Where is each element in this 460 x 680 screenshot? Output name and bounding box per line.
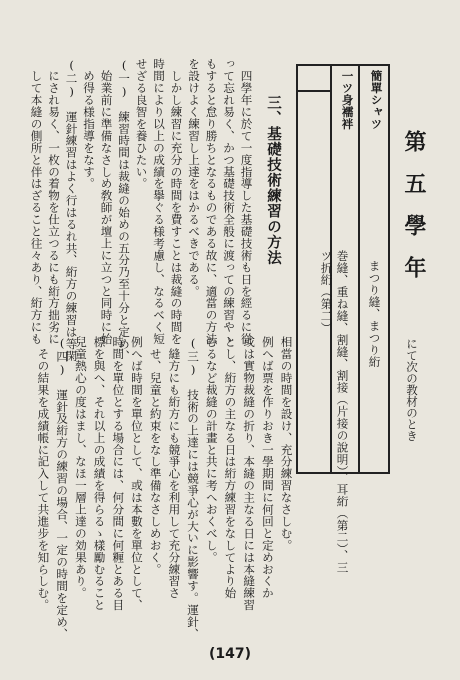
table-item-detail: ツ折絎（第二） — [319, 250, 334, 334]
body-line: 相當の時間を設け、充分練習なさしむ。 — [279, 336, 294, 552]
body-line: (三) 技術の上達には競爭心が大いに影響す。運針、 — [186, 336, 201, 640]
body-line: せざる良智を養ひたい。 — [134, 58, 149, 190]
body-line: その結果を成績帳に記入して共進步を知らしむ。 — [36, 336, 51, 611]
section-heading: 三、基礎技術練習の方法 — [265, 95, 282, 266]
body-line: 例へば票を作りおき一學期間に何回と定めおくか — [260, 336, 275, 599]
table-item: 簡單シャツ — [369, 70, 384, 130]
body-line: 縫方にも絎方にも競爭心を利用して充分練習さ — [167, 336, 182, 599]
table-row-divider — [298, 90, 330, 92]
body-line: って忘れ易く、かつ基礎技術全般に渡っての練習やゝ — [222, 58, 237, 345]
page-subtitle: にて次の教材のとき — [405, 338, 419, 442]
table-item: 一ツ身襦袢 — [340, 70, 355, 130]
body-line: もすると怠り勝ちとなるものである故に、適當の方法 — [204, 58, 219, 345]
body-line: (一) 練習時間は裁縫の始めの五分乃至十分と定め、 — [117, 58, 132, 362]
body-line: 或は實物裁縫の折り、本縫の主なる日には本縫練習 — [242, 336, 257, 611]
body-line: を設けよく練習し上達をはかるべきである。 — [187, 58, 202, 297]
body-line: 始業前に準備なさしめ敎師が壇上に立つと同時に始 — [99, 58, 114, 345]
table-divider — [358, 66, 360, 472]
body-line: せ、兒童と約束をなし準備なさしめおく。 — [148, 336, 163, 575]
body-line: 時間により以上の成績を擧ぐる様考慮し、なるべく短 — [152, 58, 167, 345]
body-line: して本縫の側所と伴はざること往々あり、絎方にも — [29, 58, 44, 345]
table-item-detail: 巻縫、重ね縫、割縫、割接（片接の說明）、耳絎（第二）、三 — [335, 250, 350, 573]
table-item-detail: まつり縫、まつり絎 — [367, 260, 382, 368]
body-line: しかし練習に充分の時間を費すことは裁縫の時間を — [169, 58, 184, 345]
body-line: とし、絎方の主なる日は絎方練習をなしてより始 — [223, 336, 238, 599]
page-title: 第五學年 — [401, 130, 427, 298]
body-line: 時間を單位とする場合には、何分間に何糎とある目 — [111, 336, 126, 611]
page-number: (147) — [208, 646, 252, 662]
body-line: 例へば時間を單位として、或は本數を單位として、 — [129, 336, 144, 611]
body-line: 兒童熱心の度はまし、なほ一層上達の効果あり。 — [73, 336, 88, 599]
body-line: 四學年に於て一度指導した基礎技術も日を經るに從 — [239, 58, 254, 345]
body-line: (二) 運針練習はよく行はるれ共、絎方の練習は等閑 — [64, 58, 79, 362]
body-line: め得る様指導をなす。 — [82, 58, 97, 190]
body-line: むるなど裁縫の計畫と共に考へおくべし。 — [204, 336, 219, 564]
body-line: (四) 運針及絎方の練習の場合、一定の時間を定め、 — [55, 336, 70, 640]
body-line: にされ易く、一枚の着物を仕立つるにも絎方拙劣に — [47, 58, 62, 345]
body-line: 標を與へ、それ以上の成績を得らるゝ樣勵むること — [92, 336, 107, 611]
